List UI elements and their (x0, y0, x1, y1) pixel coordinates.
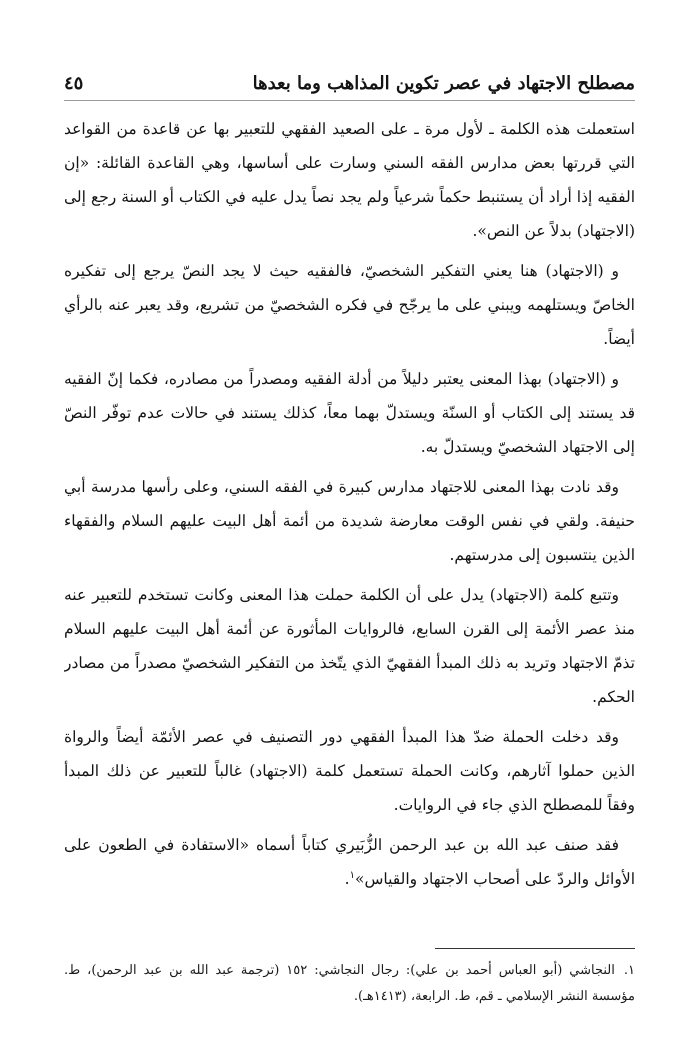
page-header (64, 66, 635, 101)
paragraph-last: فقد صنف عبد الله بن عبد الرحمن الزُّبَيري كتاباً أسماه «الاستفادة في الطعون على الأوائل والردّ على أصحاب الاجتهاد والقياس»$^١$. (64, 836, 635, 888)
running-title: مصطلح الاجتهاد في عصر تكوين المذاهب وما بعدها (252, 72, 635, 94)
page-number: ٤٥ (64, 72, 84, 94)
paragraph: و (الاجتهاد) هنا يعني التفكير الشخصيّ، فالفقيه حيث لا يجد النصّ يرجع إلى تفكيره الخاصّ ويستلهمه ويبني على ما يرجّح في فكره الشخصيّ من تشريع، وقد يعبر عنه بالرأي أيضاً. (64, 262, 635, 348)
footnote-text: النجاشي (أبو العباس أحمد بن علي): رجال النجاشي: ١٥٢ (ترجمة عبد الله بن عبد الرحمن)، ط. مؤسسة النشر الإسلامي ـ قم، ط. الرابعة، (١٤١٣هـ). (64, 963, 635, 1004)
paragraph: وقد نادت بهذا المعنى للاجتهاد مدارس كبيرة في الفقه السني، وعلى رأسها مدرسة أبي حنيفة. ولقي في نفس الوقت معارضة شديدة من أئمة أهل البيت عليهم السلام والفقهاء الذين ينتسبون إلى مدرستهم. (64, 478, 635, 564)
paragraph-text: فقد صنف عبد الله بن عبد الرحمن الزُّبَيري كتاباً أسماه «الاستفادة في الطعون على الأوائل والردّ على أصحاب الاجتهاد والقياس» (64, 836, 635, 888)
paragraph: و (الاجتهاد) بهذا المعنى يعتبر دليلاً من أدلة الفقيه ومصدراً من مصادره، فكما إنّ الفقيه قد يستند إلى الكتاب أو السنّة ويستدلّ بهما معاً، كذلك يستند في حالات عدم توفّر النصّ إلى الاجتهاد الشخصيّ ويستدلّ به. (64, 370, 635, 456)
footnote-divider (435, 948, 635, 949)
footnote-marker[interactable]: ١ (349, 869, 355, 881)
footnote-number: ١. (623, 963, 636, 978)
body-text (64, 112, 635, 922)
paragraph: وقد دخلت الحملة ضدّ هذا المبدأ الفقهي دور التصنيف في عصر الأئمّة أيضاً والرواة الذين حملوا آثارهم، وكانت الحملة تستعمل كلمة (الاجتهاد) غالباً للتعبير عن ذلك المبدأ وفقاً للمصطلح الذي جاء في الروايات. (64, 728, 635, 814)
footnote-entry (64, 958, 635, 1010)
footnote (64, 958, 635, 1010)
paragraph: وتتبع كلمة (الاجتهاد) يدل على أن الكلمة حملت هذا المعنى وكانت تستخدم للتعبير عنه منذ عصر الأئمة إلى القرن السابع، فالروايات المأثورة عن أئمة أهل البيت عليهم السلام تذمّ الاجتهاد وتريد به ذلك المبدأ الفقهيّ الذي يتّخذ من التفكير الشخصيّ مصدراً من مصادر الحكم. (64, 586, 635, 706)
paragraph: استعملت هذه الكلمة ـ لأول مرة ـ على الصعيد الفقهي للتعبير بها عن قاعدة من القواعد التي قررتها بعض مدارس الفقه السني وسارت على أساسها، وهي القاعدة القائلة: «إن الفقيه إذا أراد أن يستنبط حكماً شرعياً ولم يجد نصاً يدل عليه في الكتاب أو السنة رجع إلى (الاجتهاد) بدلاً عن النص». (64, 120, 635, 240)
